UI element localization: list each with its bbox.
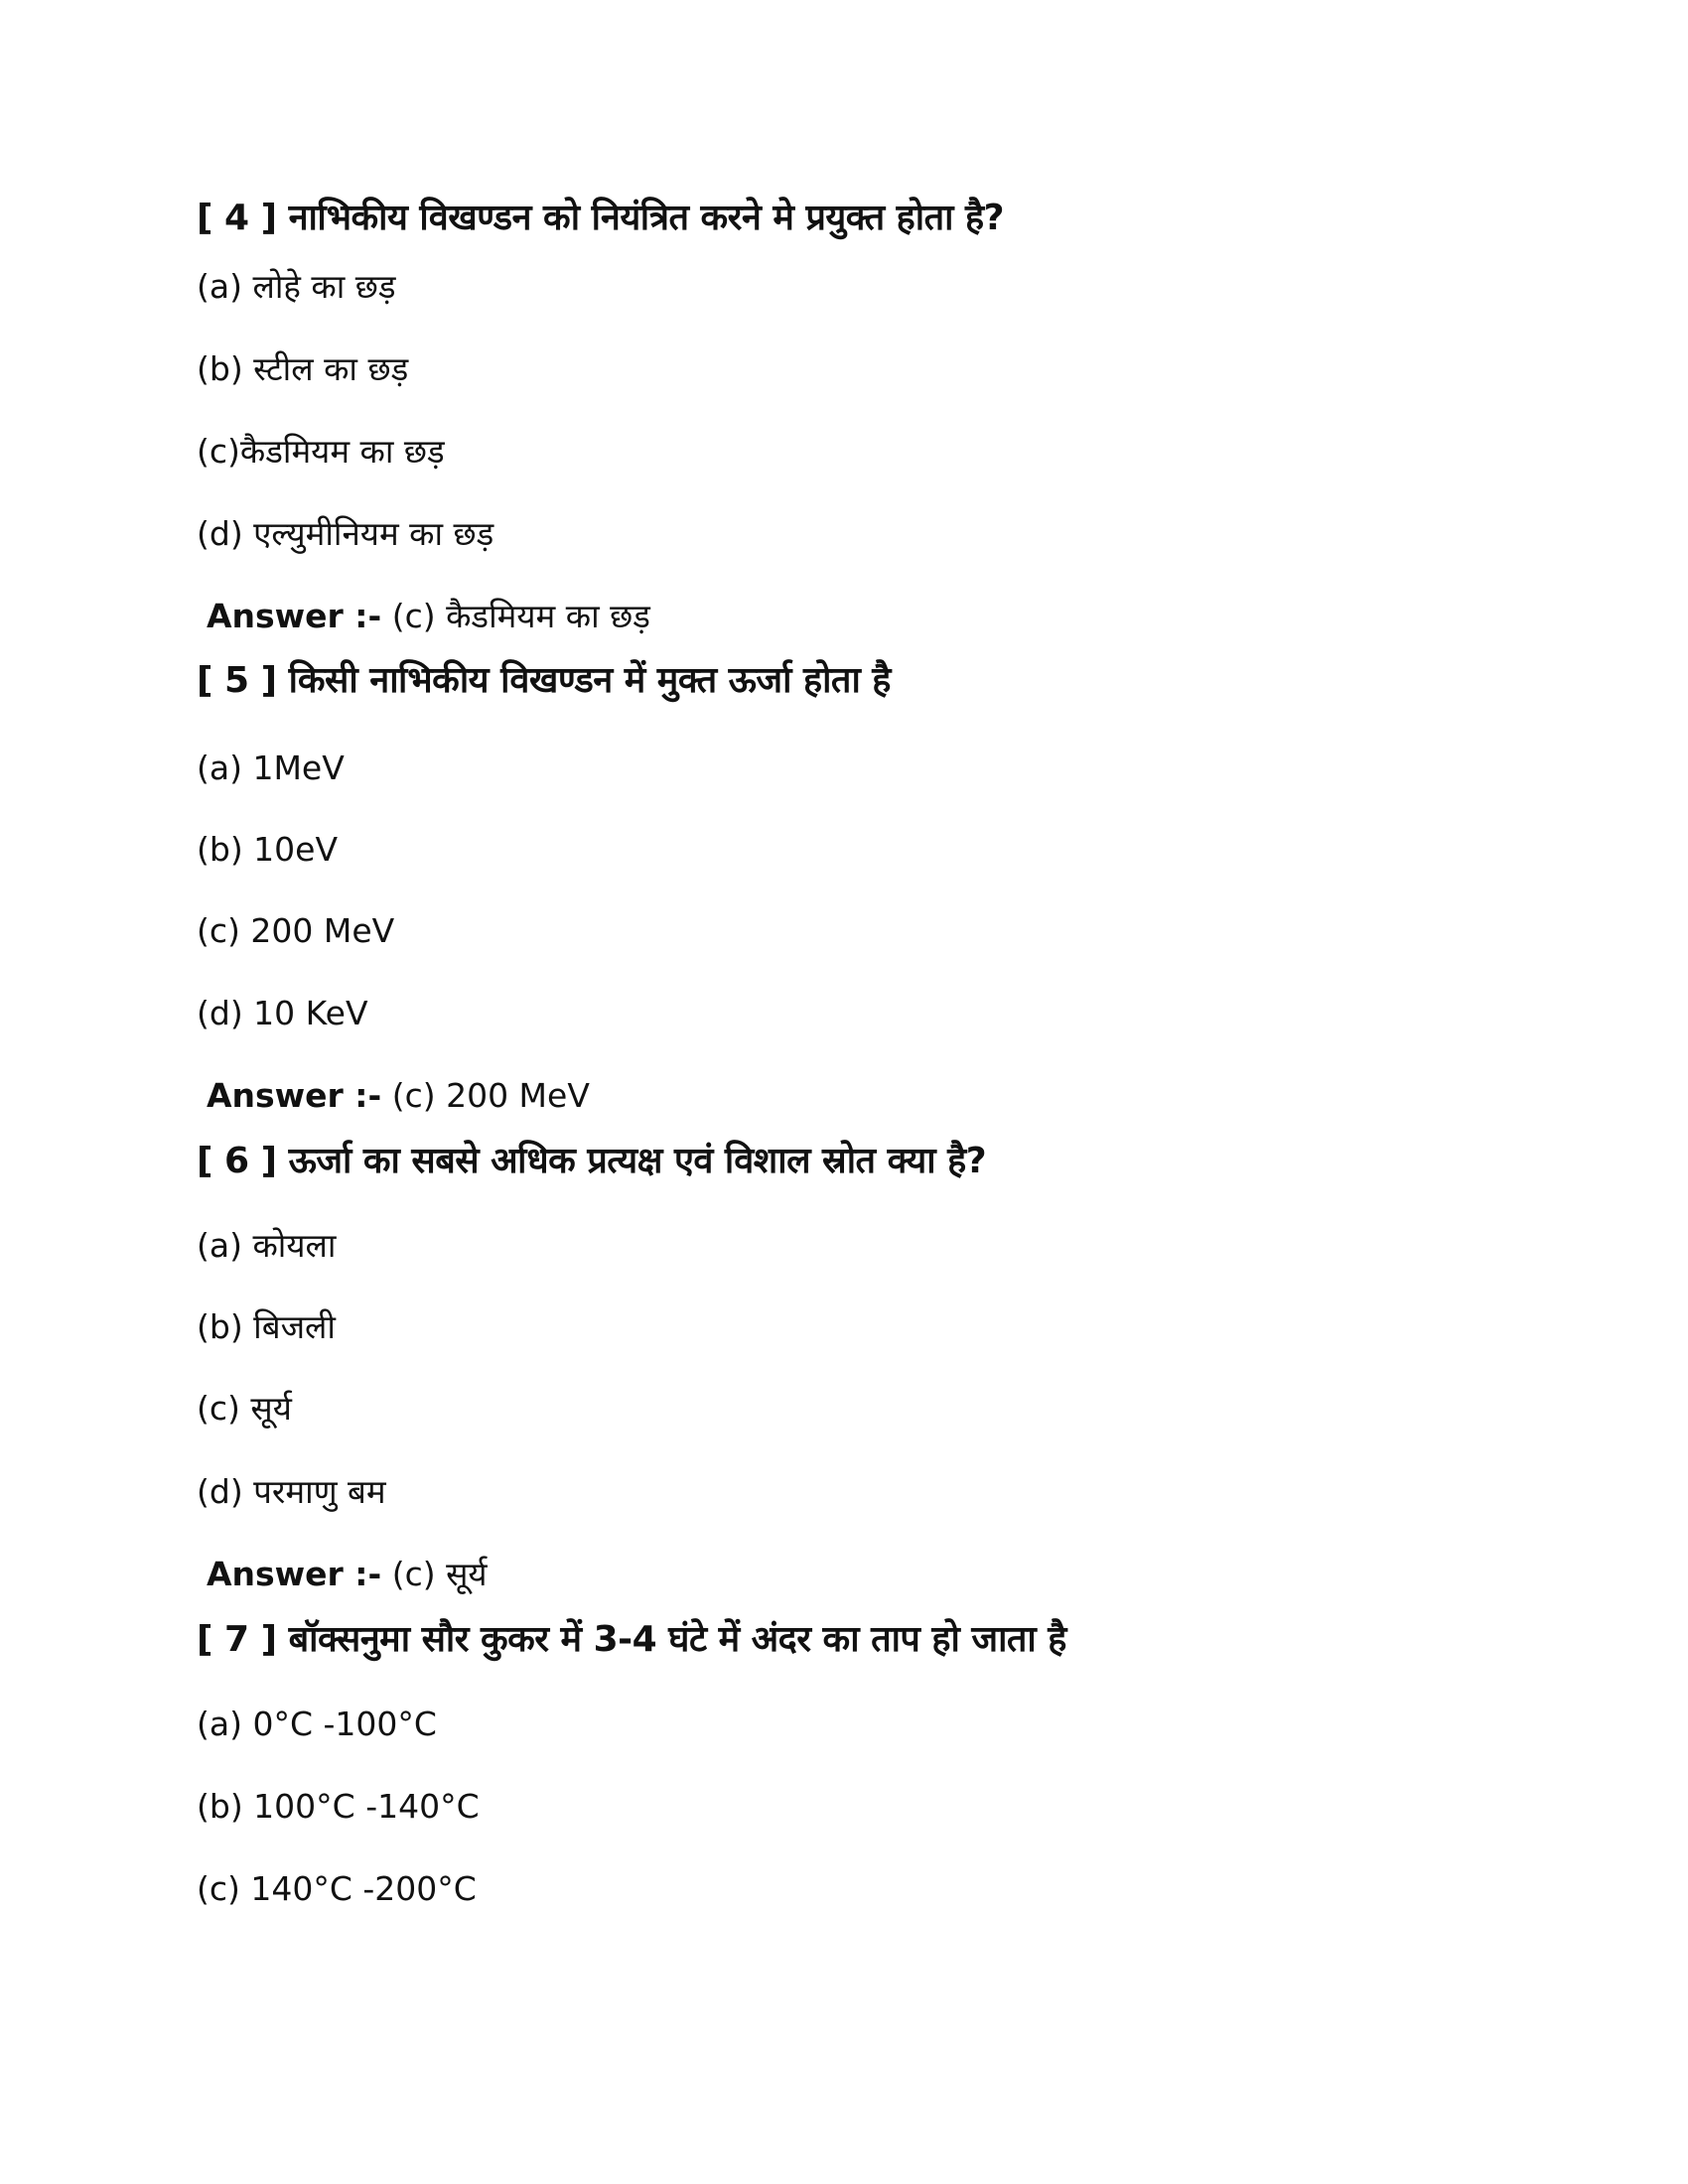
question-5-heading <box>197 660 891 701</box>
option-c: (c) 200 MeV <box>197 911 395 950</box>
option-b: (b) 10eV <box>197 830 339 869</box>
question-number: [ 5 ] <box>197 660 277 701</box>
answer-line <box>207 1555 488 1593</box>
answer-label: Answer :- <box>207 597 382 635</box>
question-text: नाभिकीय विखण्डन को नियंत्रित करने मे प्रयुक्त होता है? <box>288 198 1004 238</box>
option-c: (c)कैडमियम का छड़ <box>197 432 445 471</box>
question-text: किसी नाभिकीय विखण्डन में मुक्त ऊर्जा होता है <box>288 660 891 701</box>
option-d: (d) एल्युमीनियम का छड़ <box>197 514 494 553</box>
answer-value: (c) 200 MeV <box>391 1076 590 1115</box>
answer-value: (c) कैडमियम का छड़ <box>391 597 650 635</box>
question-number: [ 4 ] <box>197 198 277 238</box>
option-a: (a) 0°C -100°C <box>197 1705 437 1743</box>
option-d: (d) 10 KeV <box>197 994 368 1032</box>
answer-label: Answer :- <box>207 1555 382 1593</box>
option-a: (a) 1MeV <box>197 749 345 787</box>
question-number: [ 7 ] <box>197 1619 277 1660</box>
question-4-heading <box>197 198 1004 238</box>
option-b: (b) स्टील का छड़ <box>197 349 409 388</box>
question-text: ऊर्जा का सबसे अधिक प्रत्यक्ष एवं विशाल स्रोत क्या है? <box>288 1141 987 1181</box>
option-a: (a) लोहे का छड़ <box>197 267 396 306</box>
answer-line <box>207 597 650 635</box>
answer-label: Answer :- <box>207 1076 382 1115</box>
question-6-heading <box>197 1141 987 1181</box>
option-c: (c) सूर्य <box>197 1389 292 1428</box>
answer-line <box>207 1076 590 1115</box>
option-d: (d) परमाणु बम <box>197 1472 386 1511</box>
option-c: (c) 140°C -200°C <box>197 1869 477 1908</box>
option-b: (b) बिजली <box>197 1307 336 1346</box>
question-7-heading <box>197 1619 1066 1660</box>
answer-value: (c) सूर्य <box>391 1555 488 1593</box>
question-text: बॉक्सनुमा सौर कुकर में 3-4 घंटे में अंदर का ताप हो जाता है <box>288 1619 1066 1660</box>
question-number: [ 6 ] <box>197 1141 277 1181</box>
option-a: (a) कोयला <box>197 1226 337 1265</box>
option-b: (b) 100°C -140°C <box>197 1787 480 1826</box>
